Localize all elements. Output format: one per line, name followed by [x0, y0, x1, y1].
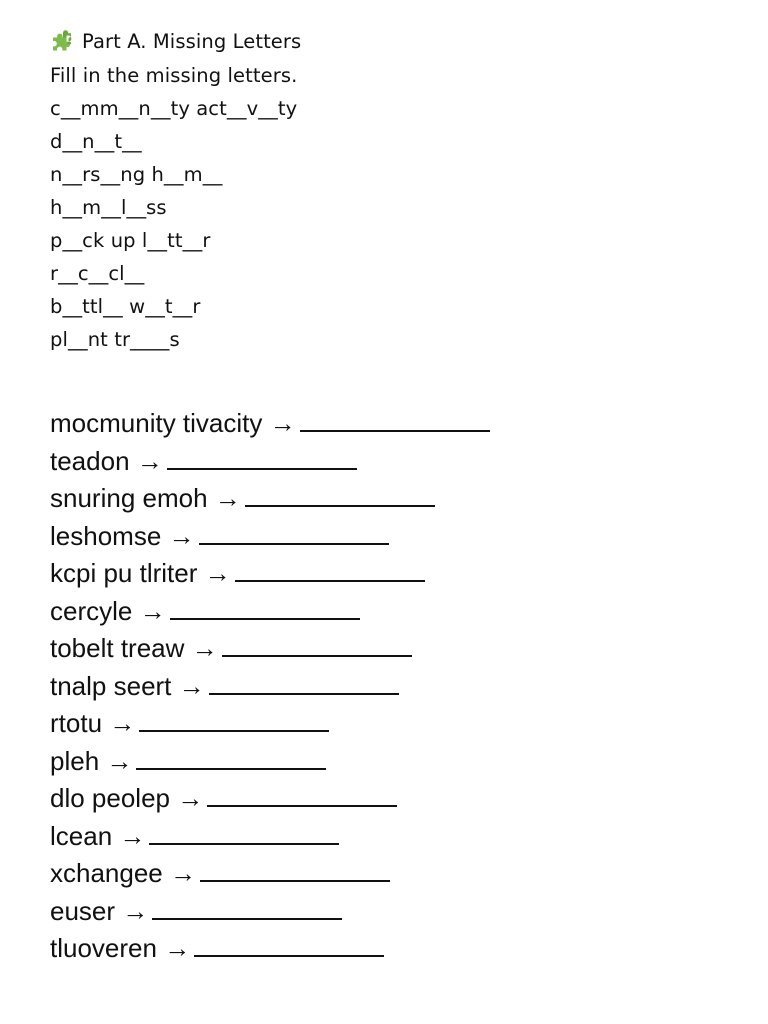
scrambled-word: tluoveren	[50, 933, 157, 963]
scrambled-item	[50, 818, 740, 856]
answer-blank[interactable]	[235, 560, 425, 582]
scrambled-word: xchangee	[50, 858, 163, 888]
answer-blank[interactable]	[170, 598, 360, 620]
answer-blank[interactable]	[209, 673, 399, 695]
arrow: →	[269, 408, 296, 438]
answer-blank[interactable]	[207, 785, 397, 807]
arrow: →	[170, 858, 196, 888]
arrow: →	[119, 820, 146, 851]
arrow: →	[109, 708, 136, 738]
worksheet	[50, 26, 740, 968]
scrambled-word: tobelt treaw	[50, 633, 185, 663]
scrambled-item	[50, 780, 740, 818]
missing-letters-item: d__n__t__	[50, 130, 142, 153]
arrow: →	[139, 595, 166, 626]
missing-letters-item: pl__nt tr____s	[50, 328, 180, 351]
missing-letters-item: c__mm__n__ty act__v__ty	[50, 97, 298, 120]
arrow: →	[106, 745, 133, 776]
answer-blank[interactable]	[194, 935, 384, 957]
scrambled-word: tnalp seert	[50, 670, 172, 701]
scrambled-word: dlo peolep	[50, 783, 170, 813]
scrambled-item	[50, 593, 740, 631]
missing-letters-item: p__ck up l__tt__r	[50, 229, 211, 252]
scrambled-word: rtotu	[50, 708, 103, 738]
scrambled-item	[50, 855, 740, 893]
scrambled-word: kcpi pu tlriter	[50, 558, 198, 588]
answer-blank[interactable]	[152, 898, 342, 920]
part-a-heading	[50, 26, 740, 56]
scrambled-word: leshomse	[50, 520, 162, 551]
arrow: →	[177, 783, 204, 813]
arrow: →	[214, 483, 241, 513]
scrambled-word: mocmunity tivacity	[50, 408, 263, 438]
scrambled-word: euser	[50, 895, 116, 926]
scrambled-item	[50, 555, 740, 593]
arrow: →	[122, 895, 149, 926]
answer-blank[interactable]	[199, 523, 389, 545]
arrow: →	[204, 558, 231, 588]
arrow: →	[136, 445, 163, 476]
part-a-instruction: Fill in the missing letters.	[50, 64, 298, 87]
scrambled-word: pleh	[50, 745, 100, 776]
scrambled-item	[50, 930, 740, 968]
puzzle-piece-icon	[50, 29, 74, 53]
scrambled-word: cercyle	[50, 595, 133, 626]
scrambled-item	[50, 668, 740, 706]
scrambled-item	[50, 518, 740, 556]
arrow: →	[168, 520, 195, 551]
answer-blank[interactable]	[136, 748, 326, 770]
missing-letters-item: b__ttl__ w__t__r	[50, 295, 201, 318]
scrambled-item	[50, 480, 740, 518]
answer-blank[interactable]	[245, 485, 435, 507]
scrambled-item	[50, 443, 740, 481]
answer-blank[interactable]	[139, 710, 329, 732]
scrambled-item	[50, 405, 740, 443]
missing-letters-item: h__m__l__ss	[50, 196, 167, 219]
arrow: →	[191, 633, 218, 663]
scrambled-item	[50, 893, 740, 931]
answer-blank[interactable]	[149, 823, 339, 845]
scrambled-item	[50, 705, 740, 743]
scrambled-word: snuring emoh	[50, 483, 208, 513]
scrambled-word: teadon	[50, 445, 130, 476]
scrambled-item	[50, 630, 740, 668]
answer-blank[interactable]	[167, 448, 357, 470]
missing-letters-item: n__rs__ng h__m__	[50, 163, 223, 186]
arrow: →	[178, 670, 205, 701]
part-a-missing-letters	[50, 26, 740, 356]
answer-blank[interactable]	[300, 410, 490, 432]
answer-blank[interactable]	[222, 635, 412, 657]
scrambled-item	[50, 743, 740, 781]
part-a-title: Part A. Missing Letters	[82, 29, 302, 53]
scrambled-word: lcean	[50, 820, 113, 851]
arrow: →	[164, 933, 191, 963]
answer-blank[interactable]	[200, 860, 390, 882]
missing-letters-item: r__c__cl__	[50, 262, 145, 285]
part-b-scrambled-words	[50, 405, 740, 968]
